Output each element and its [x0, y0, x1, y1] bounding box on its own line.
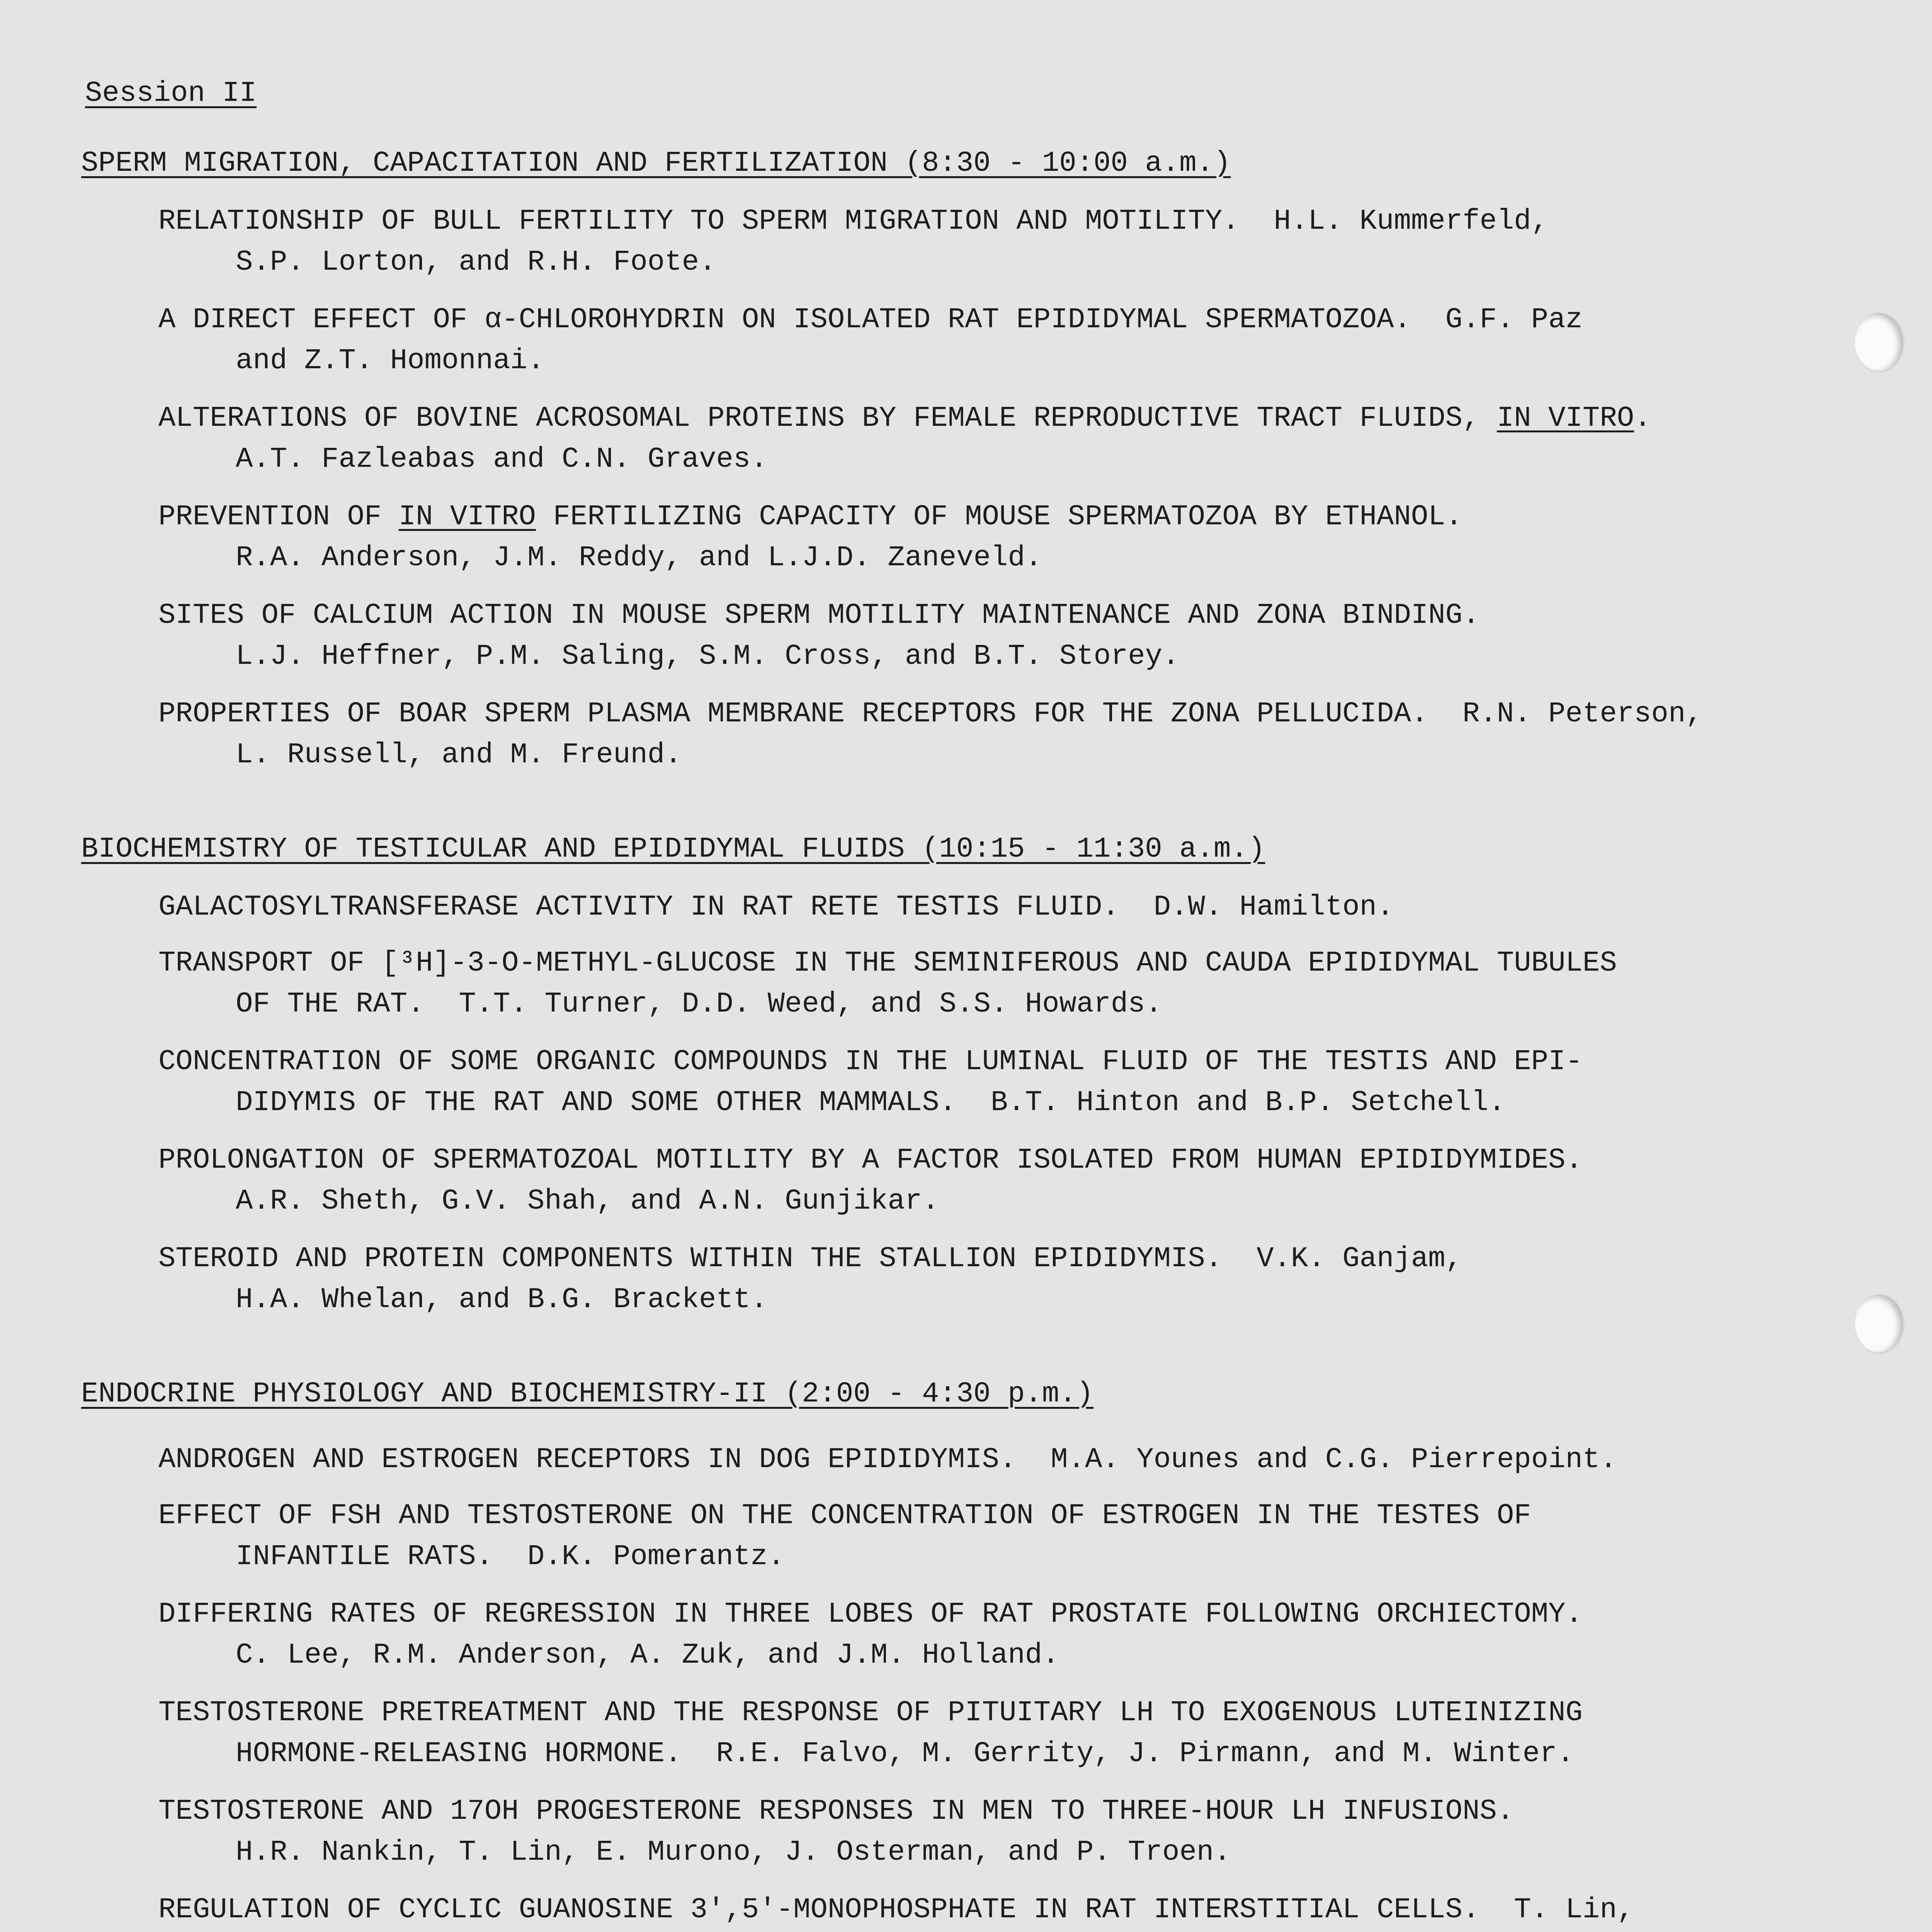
section-title-text: BIOCHEMISTRY OF TESTICULAR AND EPIDIDYMAL FLUIDS (10:15 - 11:30 a.m.) [81, 833, 1265, 866]
list-item [158, 595, 1913, 677]
entry-title: GALACTOSYLTRANSFERASE ACTIVITY IN RAT RETE TESTIS FLUID. D.W. Hamilton. [158, 891, 1394, 923]
entry-title: REGULATION OF CYCLIC GUANOSINE 3',5'-MONOPHOSPHATE IN RAT INTERSTITIAL CELLS. T. Lin, [158, 1894, 1634, 1926]
entry-title: TESTOSTERONE AND 17OH PROGESTERONE RESPONSES IN MEN TO THREE-HOUR LH INFUSIONS. [158, 1795, 1514, 1828]
section-biochemistry-fluids [81, 831, 1897, 868]
list-item [158, 1041, 1913, 1123]
list-item [158, 1791, 1913, 1873]
list-item [158, 1238, 1913, 1320]
list-item [158, 1692, 1913, 1774]
entry-title: PROPERTIES OF BOAR SPERM PLASMA MEMBRANE RECEPTORS FOR THE ZONA PELLUCIDA. R.N. Peterson, [158, 698, 1703, 730]
entry-title: A DIRECT EFFECT OF α-CHLOROHYDRIN ON ISOLATED RAT EPIDIDYMAL SPERMATOZOA. G.F. Paz [158, 304, 1583, 336]
entry-authors: H.R. Nankin, T. Lin, E. Murono, J. Osterman, and P. Troen. [236, 1836, 1231, 1869]
list-item [158, 299, 1913, 381]
entry-title: ANDROGEN AND ESTROGEN RECEPTORS IN DOG EPIDIDYMIS. M.A. Younes and C.G. Pierrepoint. [158, 1444, 1617, 1476]
entry-title-end: FERTILIZING CAPACITY OF MOUSE SPERMATOZOA BY ETHANOL. [536, 501, 1463, 533]
entry-authors: A.T. Fazleabas and C.N. Graves. [236, 443, 768, 476]
entry-authors: S.P. Lorton, and R.H. Foote. [236, 246, 716, 279]
entry-authors: C. Lee, R.M. Anderson, A. Zuk, and J.M. Holland. [236, 1639, 1060, 1672]
list-item [158, 887, 1913, 928]
list-item [158, 1495, 1913, 1577]
entry-authors: R.A. Anderson, J.M. Reddy, and L.J.D. Zaneveld. [236, 542, 1043, 574]
entry-authors: L. Russell, and M. Freund. [236, 739, 682, 771]
entry-title: EFFECT OF FSH AND TESTOSTERONE ON THE CONCENTRATION OF ESTROGEN IN THE TESTES OF [158, 1500, 1531, 1532]
entry-authors: L.J. Heffner, P.M. Saling, S.M. Cross, and B.T. Storey. [236, 640, 1180, 673]
section-sperm-migration [81, 145, 1897, 182]
list-item [158, 497, 1913, 578]
entry-authors: A.R. Sheth, G.V. Shah, and A.N. Gunjikar. [236, 1185, 939, 1218]
entry-title-part: ALTERATIONS OF BOVINE ACROSOMAL PROTEINS BY FEMALE REPRODUCTIVE TRACT FLUIDS, [158, 402, 1497, 435]
list-item [158, 201, 1913, 283]
list-item [158, 1889, 1913, 1932]
list-item [158, 943, 1913, 1025]
entry-authors: OF THE RAT. T.T. Turner, D.D. Weed, and S.S. Howards. [236, 988, 1162, 1020]
entry-title: PROLONGATION OF SPERMATOZOAL MOTILITY BY A FACTOR ISOLATED FROM HUMAN EPIDIDYMIDES. [158, 1144, 1583, 1177]
entry-title: CONCENTRATION OF SOME ORGANIC COMPOUNDS IN THE LUMINAL FLUID OF THE TESTIS AND EPI- [158, 1046, 1583, 1078]
entry-authors [158, 1930, 1913, 1932]
entry-title: TRANSPORT OF [³H]-3-O-METHYL-GLUCOSE IN THE SEMINIFEROUS AND CAUDA EPIDIDYMAL TUBULES [158, 947, 1617, 980]
entry-title: STEROID AND PROTEIN COMPONENTS WITHIN THE STALLION EPIDIDYMIS. V.K. Ganjam, [158, 1243, 1463, 1275]
entry-title-emphasis: IN VITRO [398, 501, 536, 533]
entry-title [158, 497, 1913, 537]
list-item [158, 1439, 1913, 1480]
session-label-text: Session II [85, 77, 257, 110]
entry-authors: INFANTILE RATS. D.K. Pomerantz. [236, 1541, 785, 1573]
section-title-text: SPERM MIGRATION, CAPACITATION AND FERTILIZATION (8:30 - 10:00 a.m.) [81, 147, 1231, 180]
entry-title-emphasis: IN VITRO [1497, 402, 1634, 435]
entry-authors: DIDYMIS OF THE RAT AND SOME OTHER MAMMALS. B.T. Hinton and B.P. Setchell. [236, 1087, 1506, 1119]
section-endocrine-physiology [81, 1376, 1897, 1413]
session-label [85, 79, 257, 108]
section-title-text: ENDOCRINE PHYSIOLOGY AND BIOCHEMISTRY-II (2:00 - 4:30 p.m.) [81, 1378, 1094, 1410]
list-item [158, 1140, 1913, 1222]
entry-title: TESTOSTERONE PRETREATMENT AND THE RESPONSE OF PITUITARY LH TO EXOGENOUS LUTEINIZING [158, 1697, 1583, 1729]
entry-title [158, 398, 1913, 439]
entry-title-end: . [1634, 402, 1651, 435]
entry-authors: H.A. Whelan, and B.G. Brackett. [236, 1284, 768, 1316]
entry-title: DIFFERING RATES OF REGRESSION IN THREE LOBES OF RAT PROSTATE FOLLOWING ORCHIECTOMY. [158, 1598, 1583, 1631]
entry-authors: HORMONE-RELEASING HORMONE. R.E. Falvo, M. Gerrity, J. Pirmann, and M. Winter. [236, 1738, 1574, 1770]
entry-title: RELATIONSHIP OF BULL FERTILITY TO SPERM MIGRATION AND MOTILITY. H.L. Kummerfeld, [158, 205, 1548, 238]
section-title [81, 145, 1897, 182]
section-title [81, 831, 1897, 868]
entry-title-part: PREVENTION OF [158, 501, 399, 533]
entry-authors: and Z.T. Homonnai. [236, 345, 545, 377]
list-item [158, 1594, 1913, 1676]
list-item [158, 694, 1913, 776]
entry-title: SITES OF CALCIUM ACTION IN MOUSE SPERM MOTILITY MAINTENANCE AND ZONA BINDING. [158, 599, 1480, 632]
list-item [158, 398, 1913, 480]
section-title [81, 1376, 1897, 1413]
